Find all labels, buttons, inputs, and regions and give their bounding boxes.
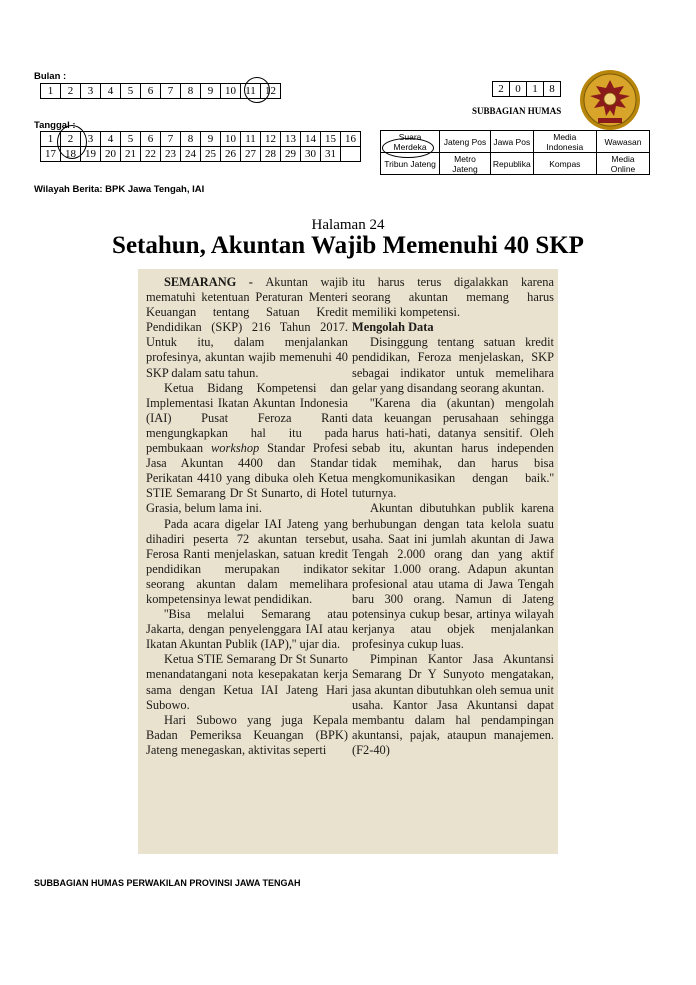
grid-cell: 9 xyxy=(201,84,221,99)
article-paragraph: ''Karena dia (akuntan) mengolah data keuangan perusahaan sehingga harus hati-hati, datanya sensitif. Oleh sebab itu, akuntan harus independen tidak memihak, dan harus bisa mengkomunikasikan dengan baik.'' tuturnya. xyxy=(352,395,554,501)
grid-cell: 30 xyxy=(301,147,321,162)
article-paragraph: Pimpinan Kantor Jasa Akuntansi Semarang Dr Y Sunyoto mengatakan, jasa akuntan dibutuhkan oleh semua unit usaha. Kantor Jasa Akuntansi dapat membantu dalam hal pendampingan akuntansi, pajak, ataupun manajemen. (F2-40) xyxy=(352,652,554,757)
article-paragraph: Akuntan wajib mematuhi ketentuan Peraturan Menteri Keuangan tentang Satuan Kredit Pendidikan (SKP) 216 Tahun 2017. Untuk itu, dalam menjalankan profesinya, akuntan wajib memenuhi 40 SKP dalam satu tahun. xyxy=(146,275,348,380)
grid-cell: 8 xyxy=(181,84,201,99)
grid-cell: 29 xyxy=(281,147,301,162)
article-dateline: SEMARANG - xyxy=(164,275,266,289)
article-italic: workshop xyxy=(211,441,260,456)
article-paragraph: Ketua STIE Semarang Dr St Sunarto menandatangani nota kesepakatan kerja sama dengan Ketua IAI Jateng Hari Subowo. xyxy=(146,652,348,712)
grid-cell: 1 xyxy=(41,132,61,147)
article-column-left xyxy=(146,275,348,758)
grid-cell: 17 xyxy=(41,147,61,162)
article-paragraph: Standar Profesi Jasa Akuntan 4400 dan Standar Perikatan 4410 yang dibuka oleh Ketua STIE Semarang Dr St Sunarto, di Hotel Grasia, belum lama ini. xyxy=(146,441,348,516)
grid-cell: Tribun Jateng xyxy=(381,153,440,175)
grid-cell: 12 xyxy=(261,84,281,99)
grid-cell: 31 xyxy=(321,147,341,162)
bulan-selected-circle xyxy=(244,77,270,103)
grid-cell: 10 xyxy=(221,84,241,99)
grid-cell: 14 xyxy=(301,132,321,147)
grid-cell: 21 xyxy=(121,147,141,162)
grid-cell: Jawa Pos xyxy=(490,131,533,153)
grid-cell: 2 xyxy=(61,132,81,147)
org-name: SUBBAGIAN HUMAS xyxy=(472,106,562,116)
grid-cell: Kompas xyxy=(533,153,596,175)
grid-cell: 5 xyxy=(121,132,141,147)
grid-cell: 6 xyxy=(141,132,161,147)
year-grid xyxy=(492,81,561,97)
grid-cell: 19 xyxy=(81,147,101,162)
article-paragraph: Ketua Bidang Kompetensi dan Implementasi Ikatan Akuntan Indonesia (IAI) Pusat Feroza Ranti mengungkapkan hal itu pada pembukaan xyxy=(146,380,348,456)
grid-cell: 6 xyxy=(141,84,161,99)
bulan-label: Bulan : xyxy=(34,71,67,82)
headline: Setahun, Akuntan Wajib Memenuhi 40 SKP xyxy=(112,232,584,259)
grid-cell: 5 xyxy=(121,84,141,99)
article-paragraph: ''Bisa melalui Semarang atau Jakarta, dengan penyelenggara IAI atau Ikatan Akuntan Publik (IAP),'' ujar dia. xyxy=(146,607,348,652)
article-paragraph: Disinggung tentang satuan kredit pendidikan, Feroza menjelaskan, SKP sebagai indikator untuk memelihara gelar yang disandang seorang akuntan. xyxy=(352,335,554,395)
article-paragraph: itu harus terus digalakkan karena seorang akuntan memang harus memiliki kompetensi. xyxy=(352,275,554,320)
grid-cell: 11 xyxy=(241,84,261,99)
footer-text: SUBBAGIAN HUMAS PERWAKILAN PROVINSI JAWA TENGAH xyxy=(34,878,301,888)
grid-cell: 20 xyxy=(101,147,121,162)
tanggal-selected-circle xyxy=(57,125,87,159)
grid-cell: 4 xyxy=(101,132,121,147)
grid-cell: 2 xyxy=(493,82,510,97)
grid-cell: Metro Jateng xyxy=(440,153,491,175)
grid-cell: 22 xyxy=(141,147,161,162)
grid-cell: 1 xyxy=(527,82,544,97)
grid-cell: 25 xyxy=(201,147,221,162)
grid-cell: 26 xyxy=(221,147,241,162)
grid-cell: 3 xyxy=(81,132,101,147)
grid-cell: 8 xyxy=(544,82,561,97)
article-subhead: Mengolah Data xyxy=(352,320,434,335)
grid-cell: Media Online xyxy=(596,153,649,175)
grid-cell: 24 xyxy=(181,147,201,162)
tanggal-label: Tanggal : xyxy=(34,120,76,131)
grid-cell: 9 xyxy=(201,132,221,147)
wilayah-berita: Wilayah Berita: BPK Jawa Tengah, IAI xyxy=(34,184,205,195)
grid-cell: Suara Merdeka xyxy=(381,131,440,153)
article-paragraph: Pada acara digelar IAI Jateng yang dihadiri peserta 72 akuntan tersebut, Ferosa Ranti menjelaskan, satuan kredit pendidikan merupakan indikator seorang akuntan dalam memelihara kompetensinya lewat pendidikan. xyxy=(146,516,348,606)
grid-cell: Media Indonesia xyxy=(533,131,596,153)
grid-cell: 10 xyxy=(221,132,241,147)
tanggal-grid xyxy=(40,131,361,162)
grid-cell: 7 xyxy=(161,84,181,99)
grid-cell: 13 xyxy=(281,132,301,147)
grid-cell: 1 xyxy=(41,84,61,99)
grid-cell: 28 xyxy=(261,147,281,162)
grid-cell: 11 xyxy=(241,132,261,147)
grid-cell: 4 xyxy=(101,84,121,99)
grid-cell: 23 xyxy=(161,147,181,162)
grid-cell: Jateng Pos xyxy=(440,131,491,153)
grid-cell: Republika xyxy=(490,153,533,175)
grid-cell: 18 xyxy=(61,147,81,162)
grid-cell: 12 xyxy=(261,132,281,147)
grid-cell: 7 xyxy=(161,132,181,147)
article-column-right xyxy=(352,275,554,758)
grid-cell: 27 xyxy=(241,147,261,162)
grid-cell: 3 xyxy=(81,84,101,99)
grid-cell: 15 xyxy=(321,132,341,147)
article-paragraph: Hari Subowo yang juga Kepala Badan Pemeriksa Keuangan (BPK) Jateng menegaskan, aktivitas seperti xyxy=(146,712,348,757)
article-paragraph: Akuntan dibutuhkan publik karena berhubungan dengan tata kelola suatu usaha. Saat ini jumlah akuntan di Jawa Tengah 2.000 orang dan yang aktif sekitar 1.000 orang. Adapun akuntan profesional atau utama di Jawa Tengah baru 300 orang. Namun di Jateng potensinya cukup besar, artinya wilayah kerjanya atau objek menjalankan profesinya cukup luas. xyxy=(352,501,554,652)
grid-cell: Wawasan xyxy=(596,131,649,153)
grid-cell: 2 xyxy=(61,84,81,99)
page-number: Halaman 24 xyxy=(311,217,385,233)
media-selected-circle xyxy=(382,138,434,158)
grid-cell: 16 xyxy=(341,132,361,147)
garuda-emblem-logo xyxy=(578,68,642,132)
grid-cell xyxy=(341,147,361,162)
grid-cell: 0 xyxy=(510,82,527,97)
newspaper-clipping xyxy=(138,269,558,854)
grid-cell: 8 xyxy=(181,132,201,147)
